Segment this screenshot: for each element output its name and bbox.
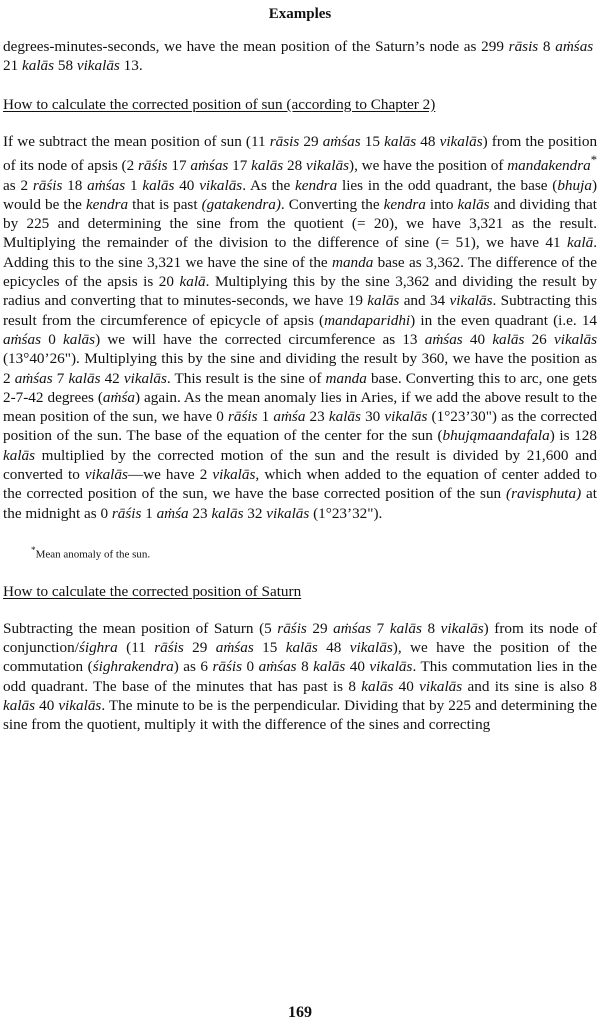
paragraph-sun-calculation: If we subtract the mean position of sun (11 rāsis 29 aṁśas 15 kalās 48 vikalās) from the position of its node of apsis (2 rāśis 17 aṁśas 17 kalās 28 vikalās), we have the position of mandakendra* as 2 rāśis 18 aṁśas 1 kalās 40 vikalās. As the kendra lies in the odd quadrant, the base (bhuja) would be the kendra that is past (gatakendra). Converting the kendra into kalās and dividing that by 225 and determining the sine from the quotient (= 20), we have 3,321 as the result. Multiplying the remainder of the division to the difference of sine (= 51), we have 41 kalā. Adding this to the sine 3,321 we have the sine of the manda base as 3,362. The difference of the epicycles of the apsis is 20 kalā. Multiplying this by the sine 3,362 and dividing the result by radius and converting that to minutes-seconds, we have 19 kalās and 34 vikalās. Subtracting this result from the circumference of epicycle of apsis (mandaparidhi) in the even quadrant (i.e. 14 aṁśas 0 kalās) we will have the corrected circumference as 13 aṁśas 40 kalās 26 vikalās (13°40’26"). Multiplying this by the sine and dividing the result by 360, we have the position as 2 aṁśas 7 kalās 42 vikalās. This result is the sine of manda base. Converting this to arc, one gets 2-7-42 degrees (aṁśa) again. As the mean anomaly lies in Aries, if we add the above result to the mean position of the sun, we have 0 rāśis 1 aṁśa 23 kalās 30 vikalās (1°23’30") as the corrected position of the sun. The base of the equation of the center for the sun (bhująmaandafala) is 128 kalās multiplied by the corrected motion of the sun and the result is divided by 21,600 and converted to vikalās—we have 2 vikalās, which when added to the equation of center added to the corrected position of the sun, we have the base corrected position of the sun (ravisphuta) at the midnight as 0 rāśis 1 aṁśa 23 kalās 32 vikalās (1°23’32"). <box>3 132 598 522</box>
body-text <box>3 37 597 735</box>
page-number: 169 <box>288 1004 312 1021</box>
section-heading-saturn: How to calculate the corrected position of Saturn <box>3 582 302 600</box>
paragraph-continuation: degrees-minutes-seconds, we have the mean position of the Saturn’s node as 299 rāsis 8 aṁśas 21 kalās 58 vikalās 13. <box>3 38 597 75</box>
section-heading-sun: How to calculate the corrected position of sun (according to Chapter 2) <box>3 95 436 113</box>
running-head: Examples <box>268 6 332 22</box>
footnote: *Mean anomaly of the sun. <box>31 544 151 561</box>
paragraph-saturn-calculation: Subtracting the mean position of Saturn (5 rāśis 29 aṁśas 7 kalās 8 vikalās) from its node of conjunction/śighra (11 rāśis 29 aṁśas 15 kalās 48 vikalās), we have the position of the commutation (śighrakendra) as 6 rāśis 0 aṁśas 8 kalās 40 vikalās. This commutation lies in the odd quadrant. The base of the minutes that has past is 8 kalās 40 vikalās and its sine is also 8 kalās 40 vikalās. The minute to be is the perpendicular. Dividing that by 225 and determining the sine from the quotient, multiply it with the difference of the sines and correcting <box>3 619 598 734</box>
